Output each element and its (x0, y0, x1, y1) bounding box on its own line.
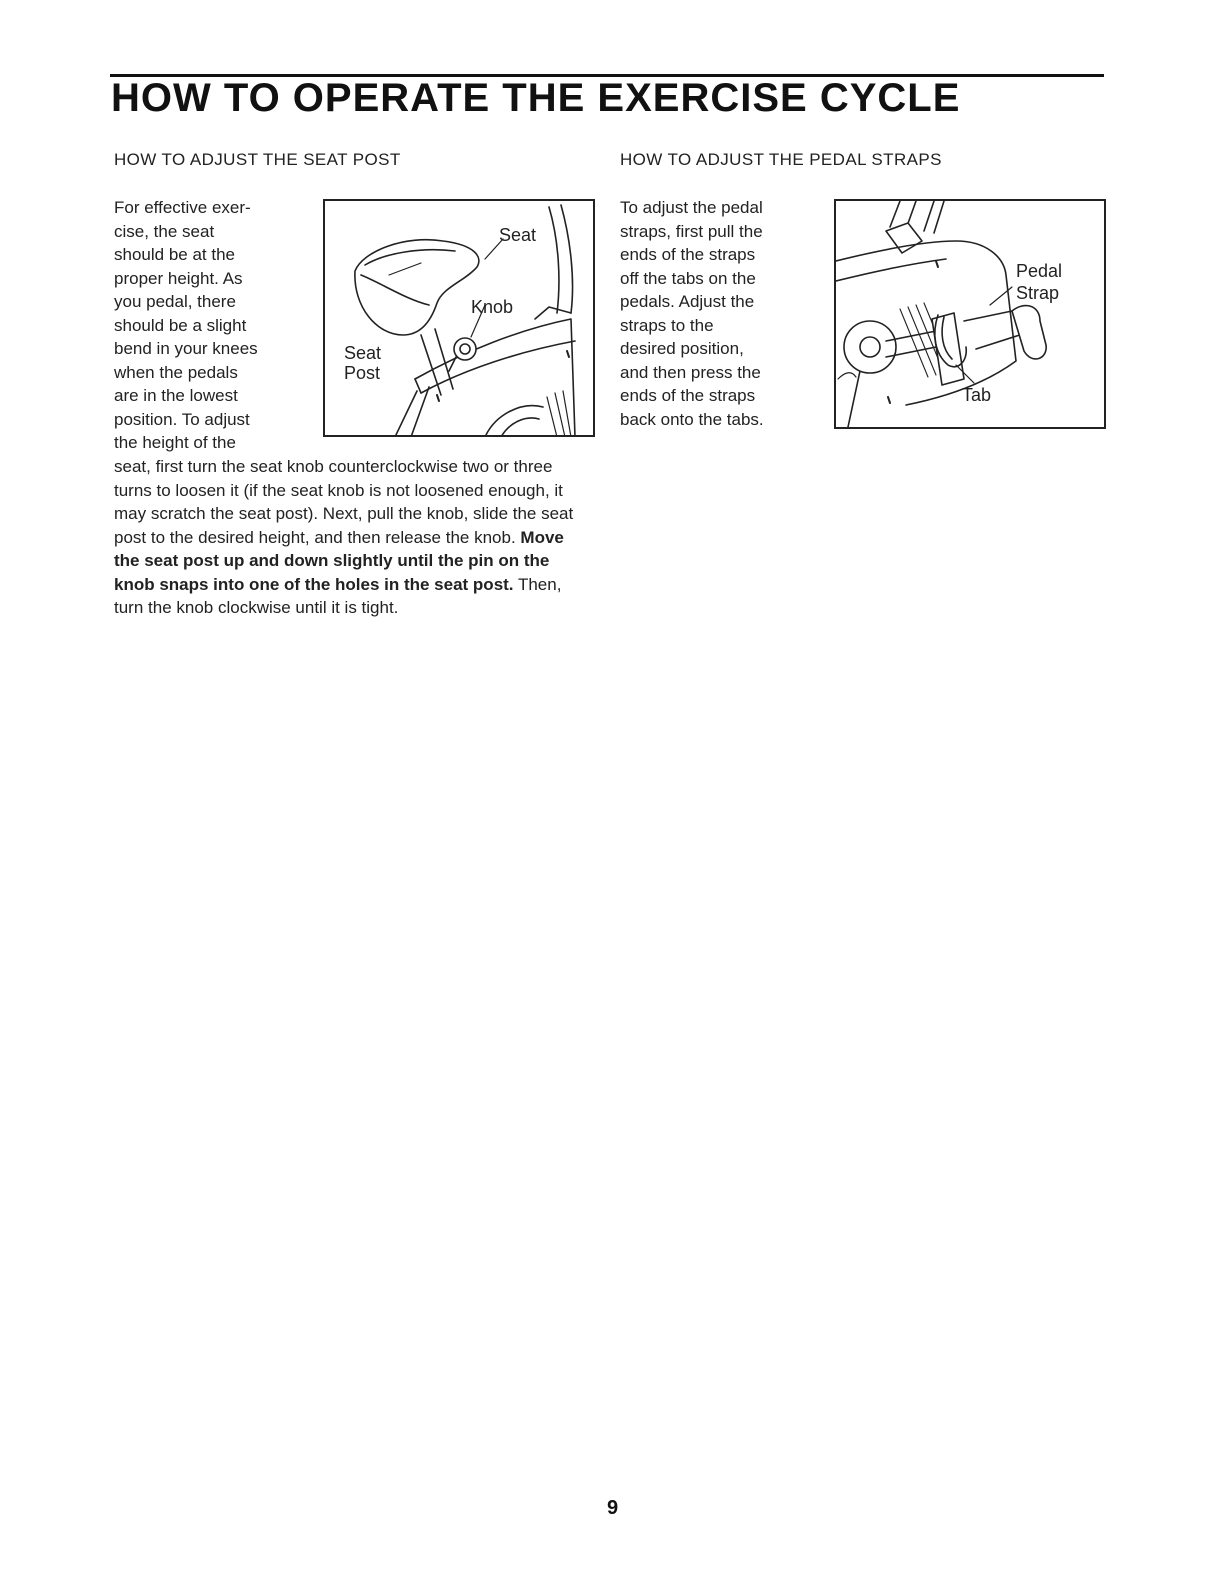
pedal-strap-figure (834, 199, 1106, 429)
text-line: back onto the tabs. (620, 409, 764, 429)
text-line: and then press the (620, 362, 761, 382)
text-line: straps to the (620, 315, 714, 335)
seat-label: Seat (499, 225, 537, 245)
text-line: straps, first pull the (620, 221, 763, 241)
text-line: proper height. As (114, 268, 243, 288)
seat-post-instructions (114, 455, 594, 620)
knob-label: Knob (471, 297, 514, 317)
pedal-straps-heading: HOW TO ADJUST THE PEDAL STRAPS (620, 150, 942, 169)
seat-post-label-line1: Seat (344, 343, 382, 363)
tab-label: Tab (962, 385, 992, 405)
text-line: To adjust the pedal (620, 198, 763, 217)
text-line: when the pedals (114, 362, 238, 382)
text-line: position. To adjust (114, 409, 250, 429)
text-line: ends of the straps (620, 386, 756, 405)
text-line: bend in your knees (114, 339, 258, 358)
page-number: 9 (606, 1497, 619, 1519)
seat-post-label-line2: Post (344, 363, 381, 383)
text-line: should be a slight (114, 315, 247, 335)
instruction-bold-text: Move the seat post up and down slightly until the pin on the knob snaps into one of the holes in the seat post. (114, 527, 564, 594)
text-line: ends of the straps (620, 245, 756, 264)
text-line: are in the lowest (114, 386, 238, 405)
seat-post-intro-text (114, 196, 314, 455)
text-line: you pedal, there (114, 292, 236, 311)
text-line: For effective exer- (114, 198, 251, 217)
instruction-text: seat, first turn the seat knob counterclockwise two or three turns to loosen it (if the seat knob is not loosened enough, it may scratch the seat post). Next, pull the knob, slide the seat post to the desired height, and then release the knob. (114, 457, 574, 547)
text-line: cise, the seat (114, 221, 215, 241)
page-title: HOW TO OPERATE THE EXERCISE CYCLE (111, 76, 961, 120)
text-line: off the tabs on the (620, 268, 756, 288)
pedal-strap-label-line1: Pedal (1016, 261, 1063, 281)
text-line: the height of the (114, 433, 236, 452)
pedal-straps-text (620, 196, 820, 431)
text-line: should be at the (114, 245, 235, 264)
pedal-strap-label-line2: Strap (1016, 283, 1060, 303)
text-line: desired position, (620, 339, 744, 358)
seat-post-illustration (325, 201, 593, 435)
seat-post-figure (323, 199, 595, 437)
instruction-end-text: Then, turn the knob clockwise until it is tight. (114, 574, 562, 617)
seat-post-heading: HOW TO ADJUST THE SEAT POST (114, 150, 401, 169)
text-line: pedals. Adjust the (620, 292, 755, 311)
